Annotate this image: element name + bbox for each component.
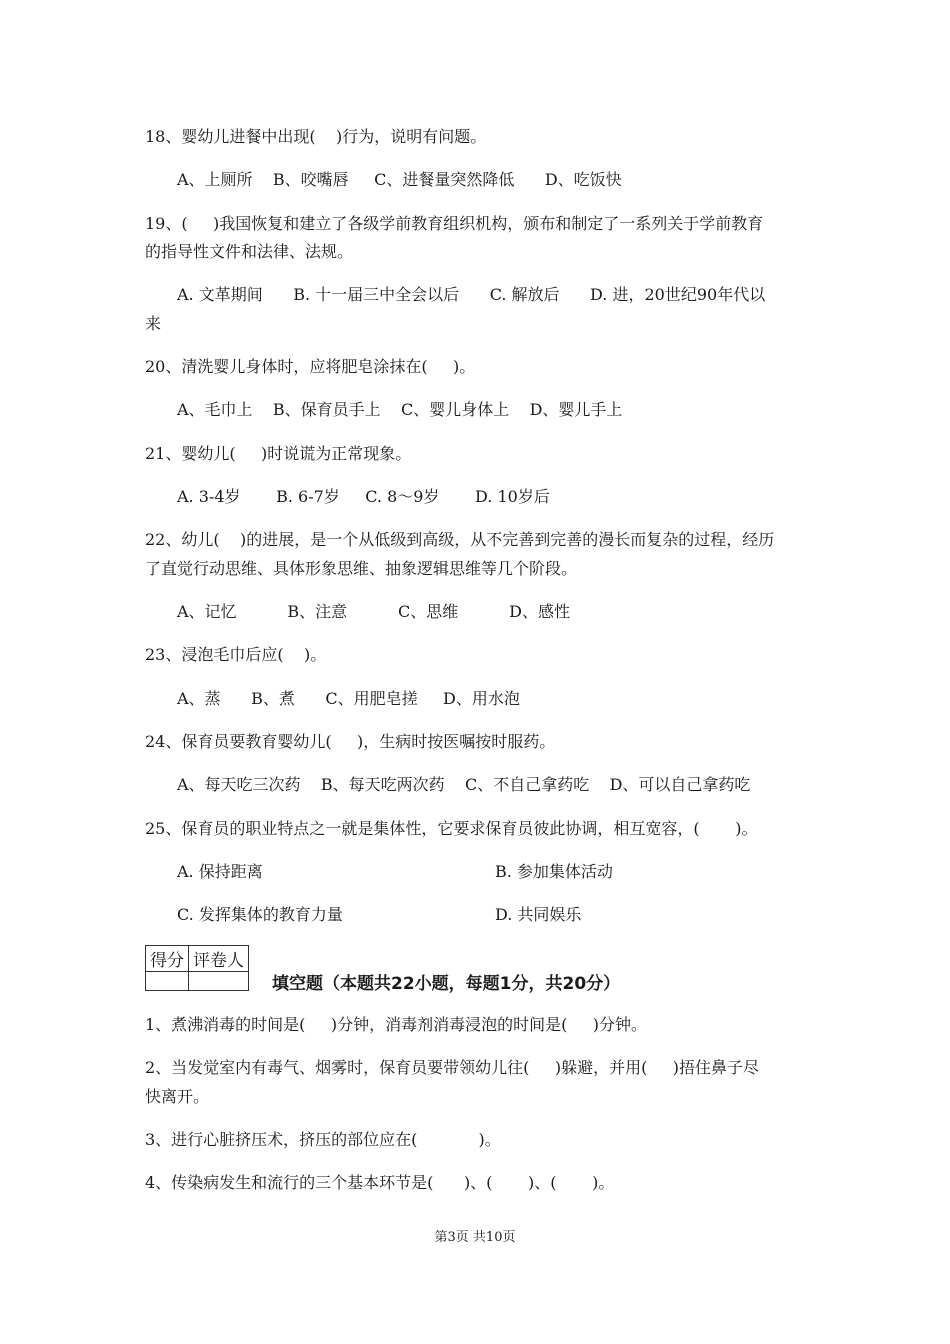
q19-stem-line1: 19、( )我国恢复和建立了各级学前教育组织机构，颁布和制定了一系列关于学前教育	[145, 214, 764, 233]
fill-4: 4、传染病发生和流行的三个基本环节是( )、( )、( )。	[145, 1173, 615, 1192]
reviewer-label: 评卷人	[189, 946, 249, 972]
q22-stem-line1: 22、幼儿( )的进展，是一个从低级到高级，从不完善到完善的漫长而复杂的过程，经历	[145, 530, 775, 549]
q22-options: A、记忆 B、注意 C、思维 D、感性	[177, 602, 570, 621]
q24-stem: 24、保育员要教育婴幼儿( )，生病时按医嘱按时服药。	[145, 732, 556, 751]
page-footer: 第3页 共10页	[434, 1230, 516, 1245]
q25-option-a: A. 保持距离	[177, 862, 263, 881]
q21-options: A. 3-4岁 B. 6-7岁 C. 8～9岁 D. 10岁后	[177, 487, 550, 506]
q19-options-line1: A. 文革期间 B. 十一届三中全会以后 C. 解放后 D. 进，20世纪90年代以	[177, 285, 766, 304]
q21-stem: 21、婴幼儿( )时说谎为正常现象。	[145, 444, 412, 463]
q18-stem: 18、婴幼儿进餐中出现( )行为，说明有问题。	[145, 127, 487, 146]
q20-options: A、毛巾上 B、保育员手上 C、婴儿身体上 D、婴儿手上	[177, 400, 623, 419]
section-title: 填空题（本题共22小题，每题1分，共20分）	[272, 974, 621, 994]
q25-stem: 25、保育员的职业特点之一就是集体性，它要求保育员彼此协调，相互宽容，( )。	[145, 819, 758, 838]
q23-options: A、蒸 B、煮 C、用肥皂搓 D、用水泡	[177, 689, 520, 708]
fill-3: 3、进行心脏挤压术，挤压的部位应在( )。	[145, 1130, 501, 1149]
q25-option-c: C. 发挥集体的教育力量	[177, 905, 343, 924]
q20-stem: 20、清洗婴儿身体时，应将肥皂涂抹在( )。	[145, 357, 476, 376]
fill-2-line2: 快离开。	[145, 1087, 210, 1106]
q25-option-b: B. 参加集体活动	[495, 862, 613, 881]
q25-option-d: D. 共同娱乐	[495, 905, 582, 924]
fill-1: 1、煮沸消毒的时间是( )分钟，消毒剂消毒浸泡的时间是( )分钟。	[145, 1015, 648, 1034]
reviewer-cell	[189, 972, 249, 991]
score-box	[145, 945, 249, 991]
q23-stem: 23、浸泡毛巾后应( )。	[145, 645, 327, 664]
q19-stem-line2: 的指导性文件和法律、法规。	[145, 242, 354, 261]
q18-options: A、上厕所 B、咬嘴唇 C、进餐量突然降低 D、吃饭快	[177, 170, 622, 189]
score-cell	[146, 972, 189, 991]
q24-options: A、每天吃三次药 B、每天吃两次药 C、不自己拿药吃 D、可以自己拿药吃	[177, 775, 751, 794]
q19-options-line2: 来	[145, 314, 162, 333]
q22-stem-line2: 了直觉行动思维、具体形象思维、抽象逻辑思维等几个阶段。	[145, 559, 578, 578]
fill-2-line1: 2、当发觉室内有毒气、烟雾时，保育员要带领幼儿往( )躲避，并用( )捂住鼻子尽	[145, 1058, 760, 1077]
score-label: 得分	[146, 946, 189, 972]
